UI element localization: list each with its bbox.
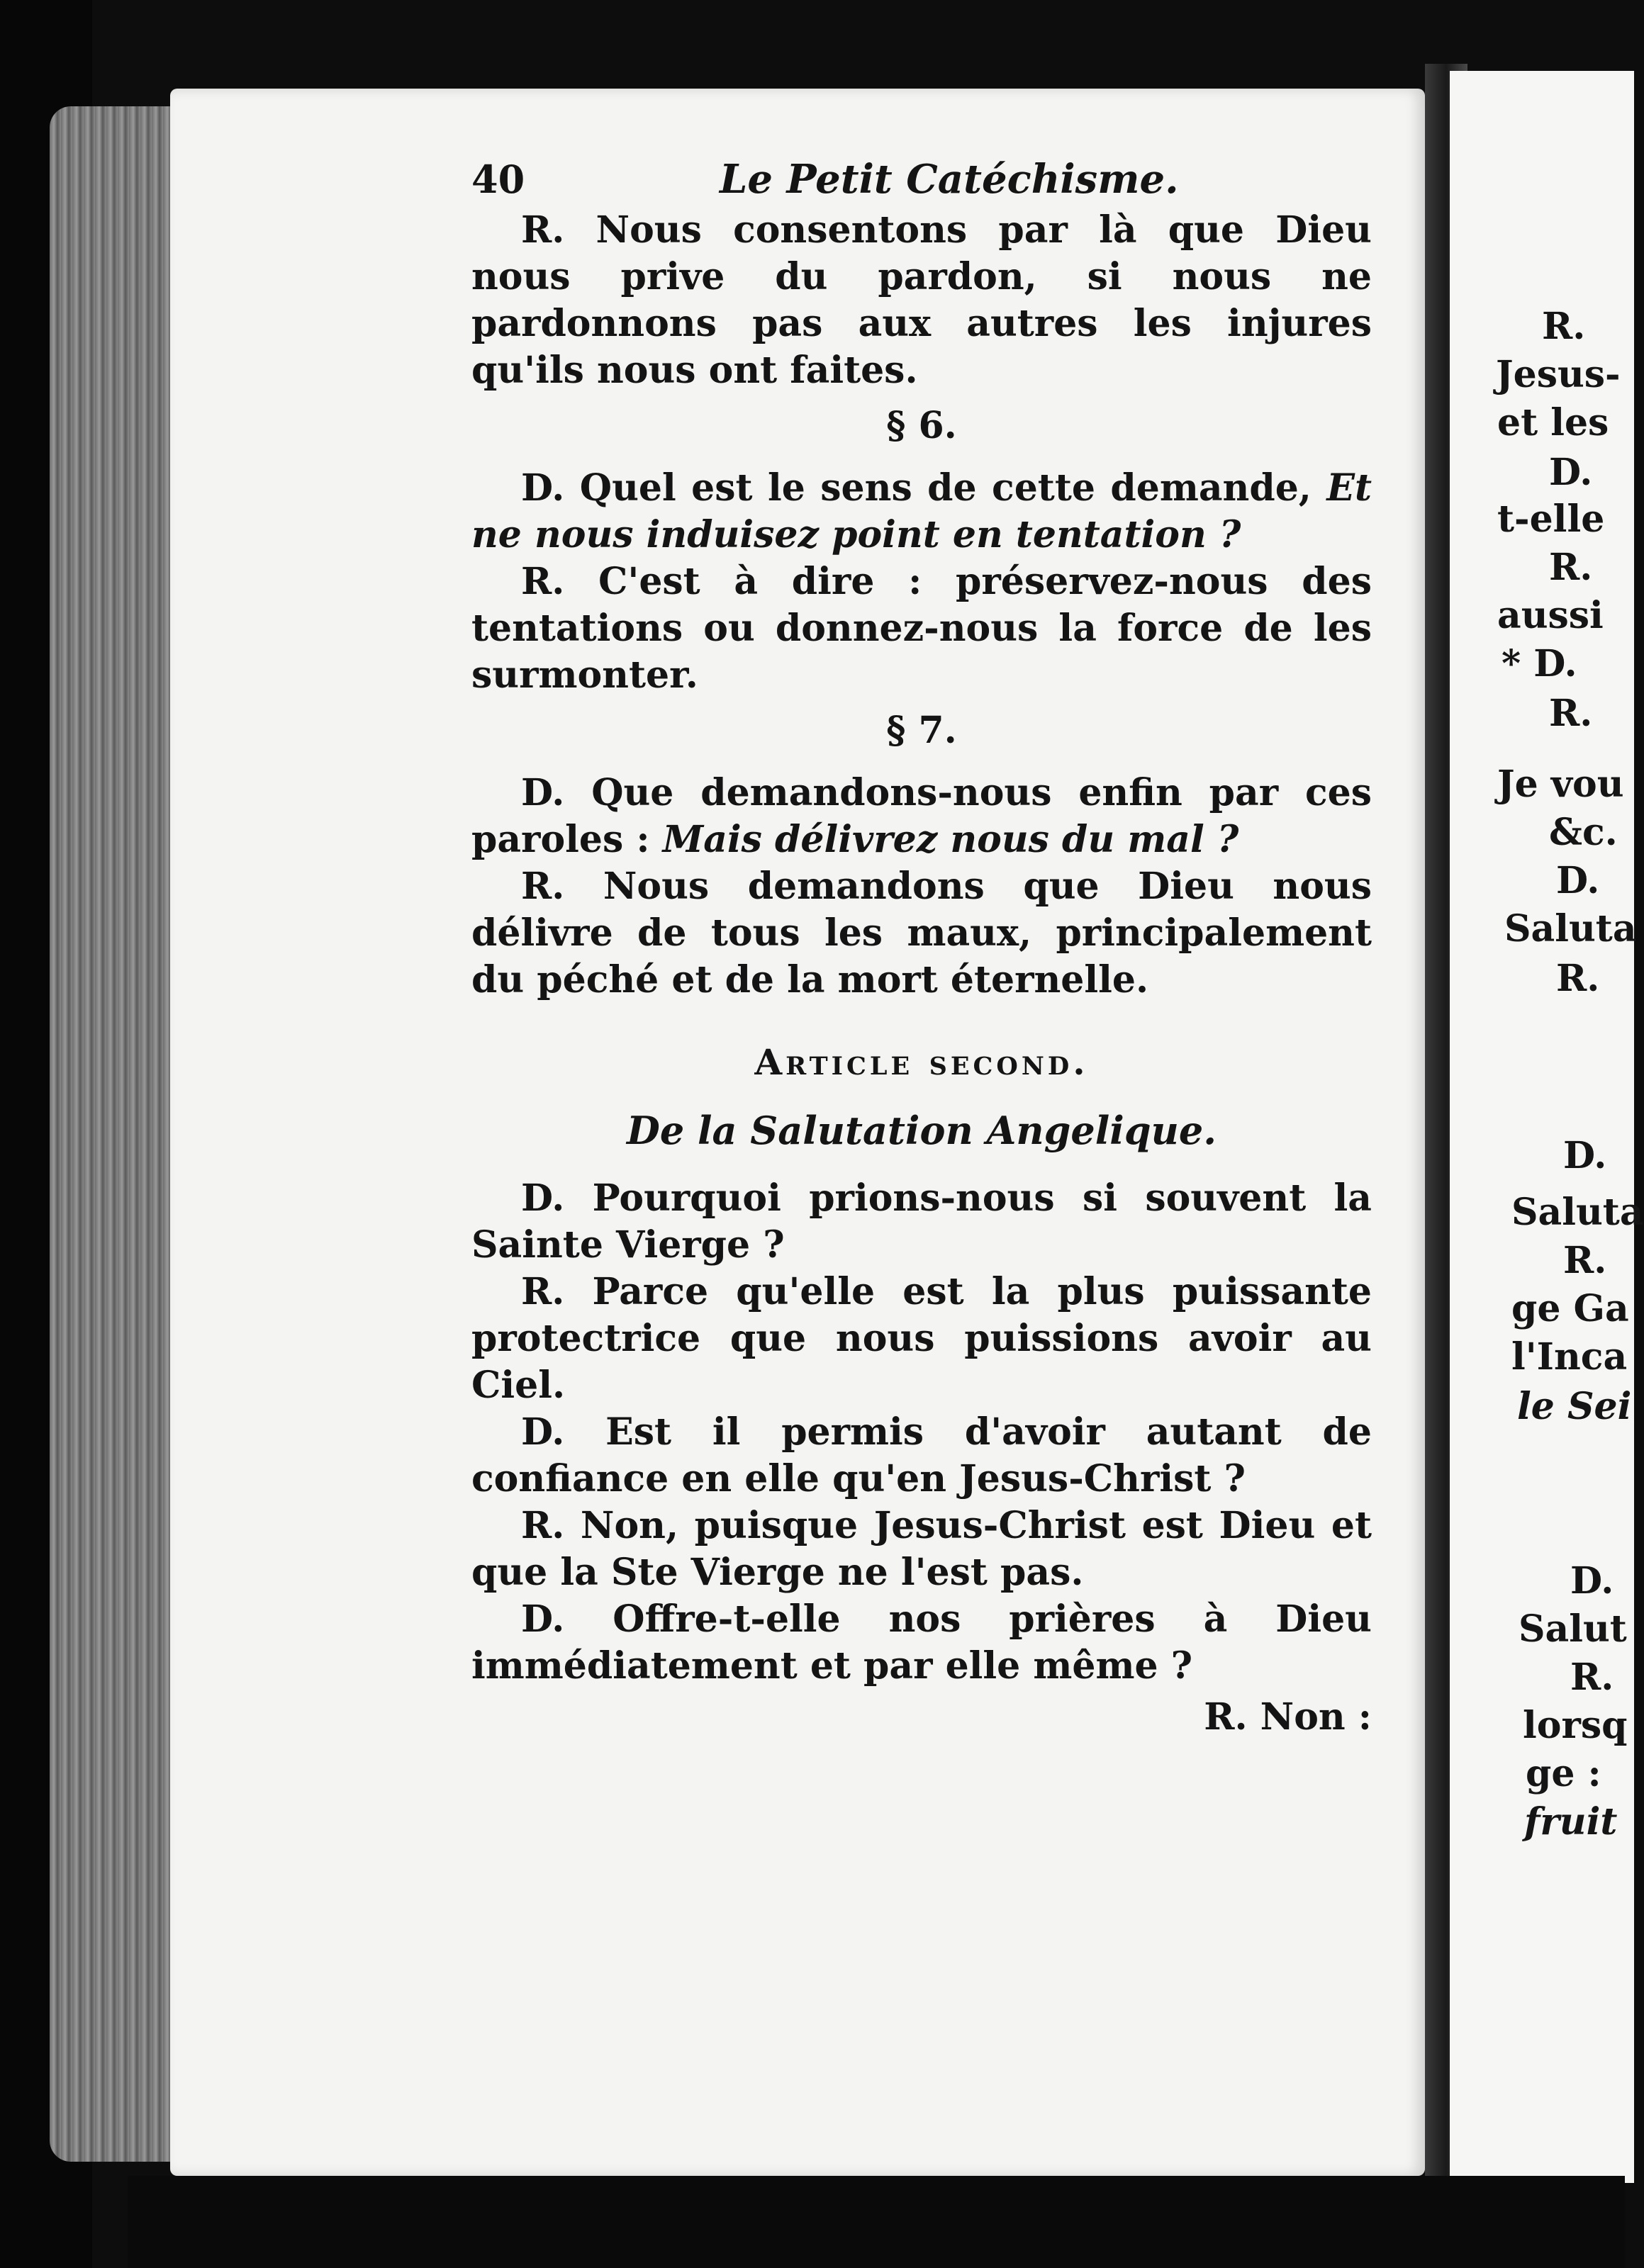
right-page-fragment: R. xyxy=(1563,1239,1607,1282)
right-page-fragment: D. xyxy=(1563,1134,1607,1177)
right-page-fragment: D. xyxy=(1556,859,1600,902)
right-page-fragment: R. xyxy=(1549,546,1593,589)
right-page-fragment: R. xyxy=(1570,1656,1614,1699)
right-page-fragment: t-elle xyxy=(1497,498,1605,541)
left-page-text xyxy=(471,156,1372,1741)
right-page-fragment: Jesus- xyxy=(1496,353,1621,396)
right-page-fragment: Saluta xyxy=(1504,907,1637,950)
right-page-fragment: * D. xyxy=(1502,642,1577,685)
question-paragraph: D. Pourquoi prions-nous si souvent la Sainte Vierge ? xyxy=(471,1177,1372,1267)
right-page-fragment: ge : xyxy=(1526,1752,1601,1795)
question-paragraph xyxy=(471,770,1372,863)
answer-paragraph: R. C'est à dire : préservez-nous des tentations ou donnez-nous la force de les surmonter. xyxy=(471,560,1372,697)
right-page-fragment: R. xyxy=(1549,692,1593,735)
question-text: D. Quel est le sens de cette demande, xyxy=(521,466,1327,510)
right-page-fragment: le Sei xyxy=(1517,1385,1632,1428)
article-subtitle: De la Salutation Angelique. xyxy=(627,1108,1217,1153)
question-paragraph: D. Est il permis d'avoir autant de confiance en elle qu'en Jesus-Christ ? xyxy=(471,1410,1372,1500)
right-page-fragment: l'Inca xyxy=(1511,1335,1628,1379)
section-mark: § 7. xyxy=(886,709,957,752)
right-page-fragment: Saluta xyxy=(1511,1191,1644,1234)
quoted-prayer: Et ne nous induisez point en tentation ? xyxy=(471,466,1372,556)
running-head xyxy=(471,156,1372,203)
article-heading: Article second. xyxy=(754,1041,1089,1083)
page-number: 40 xyxy=(471,157,525,202)
right-page-fragment: D. xyxy=(1549,451,1593,494)
page-block-edge xyxy=(50,106,184,2162)
question-paragraph xyxy=(471,465,1372,558)
catchword: R. Non : xyxy=(1204,1695,1372,1739)
right-page-fragment: R. xyxy=(1542,305,1586,348)
question-paragraph: D. Offre-t-elle nos prières à Dieu immédiatement et par elle même ? xyxy=(471,1598,1372,1688)
right-page-fragment: fruit xyxy=(1524,1800,1618,1843)
answer-paragraph: R. Non, puisque Jesus-Christ est Dieu et que la Ste Vierge ne l'est pas. xyxy=(471,1504,1372,1594)
question-text: D. Que demandons-nous enfin par ces paroles : xyxy=(471,771,1372,861)
bottom-shadow xyxy=(128,2176,1625,2268)
section-mark: § 6. xyxy=(886,404,957,447)
answer-paragraph: R. Nous consentons par là que Dieu nous prive du pardon, si nous ne pardonnons pas aux autres les injures qu'ils nous ont faites. xyxy=(471,208,1372,392)
right-page-fragment: Je vou xyxy=(1497,763,1624,806)
right-page-fragment: R. xyxy=(1556,957,1600,1000)
right-page-fragment: Salut xyxy=(1519,1607,1627,1651)
right-page-fragment: &c. xyxy=(1549,811,1618,854)
right-page-fragment: D. xyxy=(1570,1559,1614,1602)
answer-paragraph: R. Nous demandons que Dieu nous délivre de tous les maux, principalement du péché et de la mort éternelle. xyxy=(471,865,1372,1001)
right-page-fragment: ge Ga xyxy=(1511,1287,1629,1330)
right-page-fragment: et les xyxy=(1497,401,1609,444)
answer-paragraph: R. Parce qu'elle est la plus puissante protectrice que nous puissions avoir au Ciel. xyxy=(471,1270,1372,1407)
quoted-prayer: Mais délivrez nous du mal ? xyxy=(662,818,1239,861)
right-page-fragment: aussi xyxy=(1497,594,1604,637)
running-title: Le Petit Catéchisme. xyxy=(720,156,1179,203)
right-page-fragment: lorsq xyxy=(1523,1704,1628,1747)
